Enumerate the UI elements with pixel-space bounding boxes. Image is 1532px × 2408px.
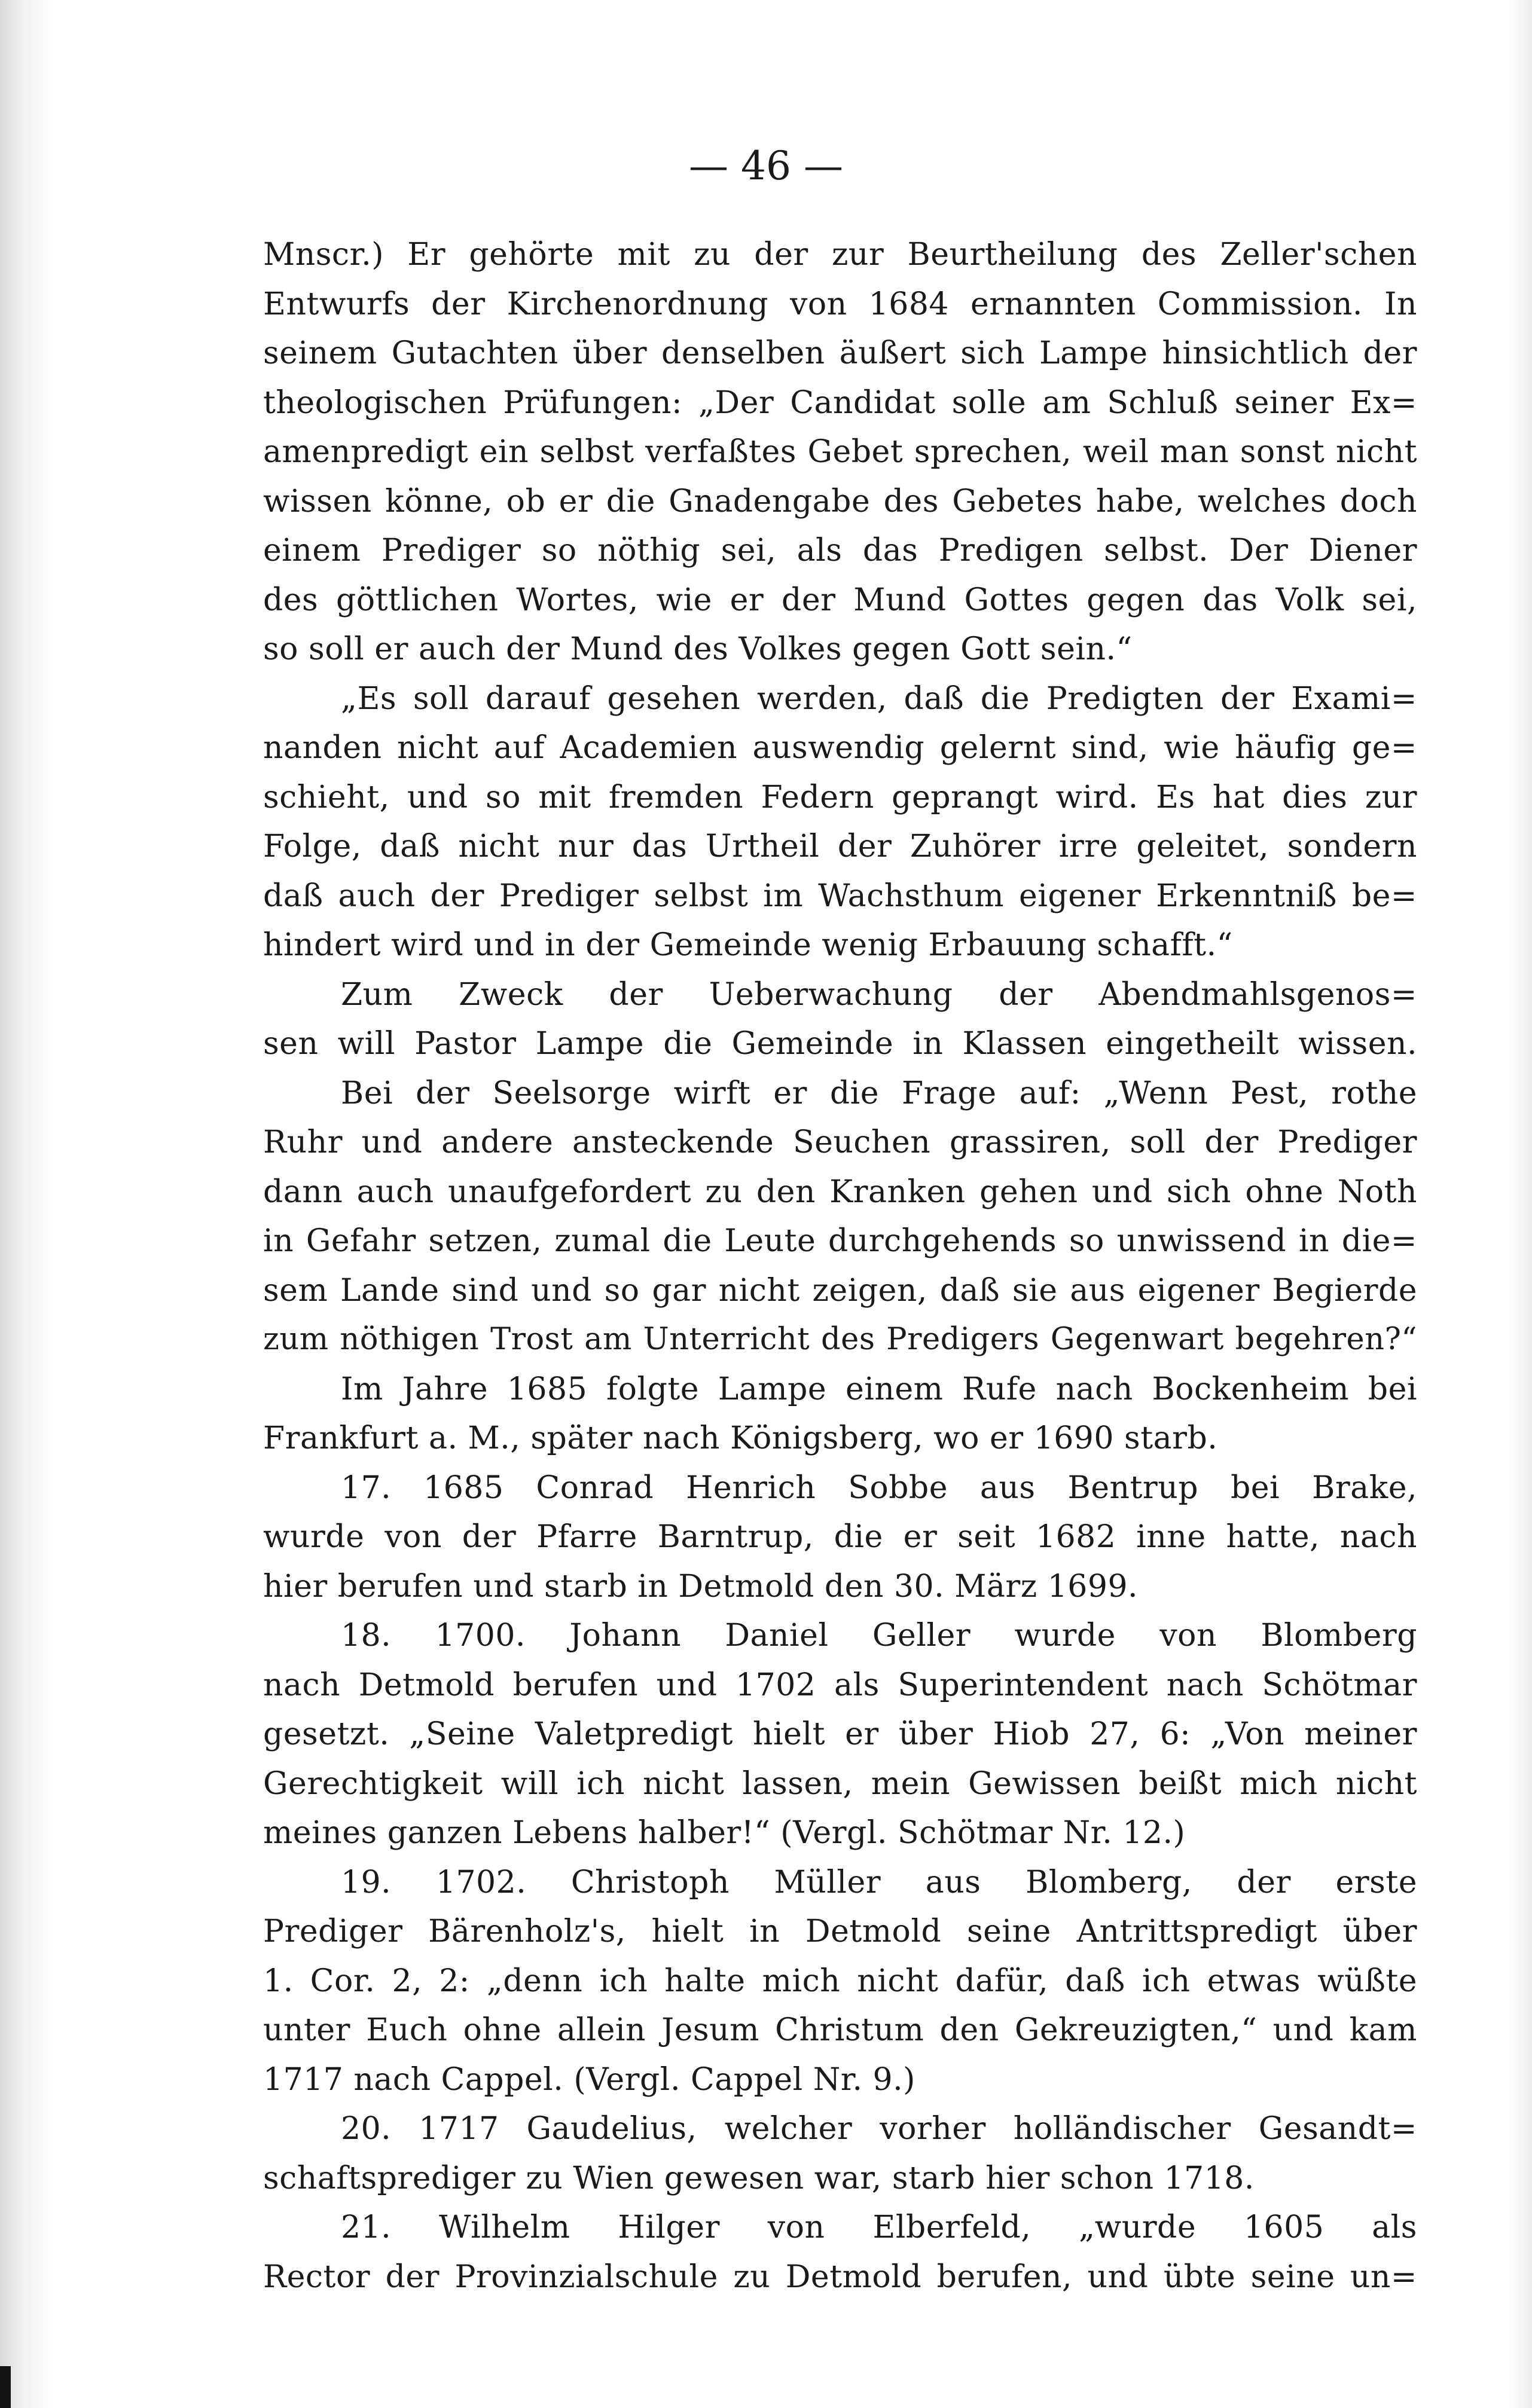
text-line: seinem Gutachten über denselben äußert sich Lampe hinsichtlich der <box>263 335 1417 371</box>
text-line: hindert wird und in der Gemeinde wenig Erbauung schafft.“ <box>263 927 1233 963</box>
text-line: 21. Wilhelm Hilger von Elberfeld, „wurde 1605 als <box>341 2210 1417 2245</box>
text-line: 18. 1700. Johann Daniel Geller wurde von Blomberg <box>341 1618 1417 1654</box>
text-line: Im Jahre 1685 folgte Lampe einem Rufe nach Bockenheim bei <box>341 1371 1417 1407</box>
text-line: theologischen Prüfungen: „Der Candidat solle am Schluß seiner Ex= <box>263 384 1417 421</box>
text-line: „Es soll darauf gesehen werden, daß die Predigten der Exami= <box>341 680 1417 717</box>
text-line: dann auch unaufgefordert zu den Kranken gehen und sich ohne Noth <box>263 1174 1417 1210</box>
text-line: wissen könne, ob er die Gnadengabe des Gebetes habe, welches doch <box>263 483 1417 520</box>
text-line: gesetzt. „Seine Valetpredigt hielt er über Hiob 27, 6: „Von meiner <box>263 1716 1417 1752</box>
text-line: 19. 1702. Christoph Müller aus Blomberg, der erste <box>341 1864 1417 1900</box>
text-line: Ruhr und andere ansteckende Seuchen grassiren, soll der Prediger <box>263 1124 1417 1160</box>
body-text <box>263 230 1417 2302</box>
text-line: Rector der Provinzialschule zu Detmold berufen, und übte seine un= <box>263 2259 1417 2295</box>
text-line: Prediger Bärenholz's, hielt in Detmold seine Antrittspredigt über <box>263 1914 1417 1949</box>
text-line: meines ganzen Lebens halber!“ (Vergl. Schötmar Nr. 12.) <box>263 1815 1186 1851</box>
text-line: Gerechtigkeit will ich nicht lassen, mein Gewissen beißt mich nicht <box>263 1765 1417 1802</box>
text-line: Entwurfs der Kirchenordnung von 1684 ernannten Commission. In <box>263 286 1417 322</box>
text-line: Mnscr.) Er gehörte mit zu der zur Beurtheilung des Zeller'schen <box>263 237 1417 273</box>
text-line: nanden nicht auf Academien auswendig gelernt sind, wie häufig ge= <box>263 730 1417 766</box>
text-line: schieht, und so mit fremden Federn geprangt wird. Es hat dies zur <box>263 779 1417 815</box>
scan-edge-shadow-right <box>1508 0 1532 2408</box>
text-line: des göttlichen Wortes, wie er der Mund Gottes gegen das Volk sei, <box>263 582 1417 618</box>
text-line: schaftsprediger zu Wien gewesen war, starb hier schon 1718. <box>263 2160 1255 2196</box>
text-line: 17. 1685 Conrad Henrich Sobbe aus Bentrup bei Brake, <box>341 1469 1417 1506</box>
text-line: 20. 1717 Gaudelius, welcher vorher holländischer Gesandt= <box>341 2111 1417 2147</box>
text-line: Folge, daß nicht nur das Urtheil der Zuhörer irre geleitet, sondern <box>263 829 1417 864</box>
scan-edge-mark <box>0 2366 11 2408</box>
text-line: einem Prediger so nöthig sei, als das Predigen selbst. Der Diener <box>263 533 1417 569</box>
page-number: — 46 — <box>689 143 843 189</box>
text-line: Bei der Seelsorge wirft er die Frage auf: „Wenn Pest, rothe <box>341 1075 1417 1111</box>
text-line: 1. Cor. 2, 2: „denn ich halte mich nicht dafür, daß ich etwas wüßte <box>263 1963 1417 1999</box>
text-line: nach Detmold berufen und 1702 als Superintendent nach Schötmar <box>263 1667 1417 1703</box>
text-line: amenpredigt ein selbst verfaßtes Gebet sprechen, weil man sonst nicht <box>263 434 1417 470</box>
text-line: unter Euch ohne allein Jesum Christum den Gekreuzigten,“ und kam <box>263 2012 1417 2048</box>
text-line: so soll er auch der Mund des Volkes gegen Gott sein.“ <box>263 631 1133 667</box>
text-line: sem Lande sind und so gar nicht zeigen, daß sie aus eigener Begierde <box>263 1272 1417 1309</box>
text-line: hier berufen und starb in Detmold den 30. März 1699. <box>263 1568 1139 1605</box>
text-line: in Gefahr setzen, zumal die Leute durchgehends so unwissend in die= <box>263 1223 1417 1259</box>
text-line: zum nöthigen Trost am Unterricht des Predigers Gegenwart begehren?“ <box>263 1322 1417 1357</box>
text-line: sen will Pastor Lampe die Gemeinde in Klassen eingetheilt wissen. <box>263 1026 1417 1062</box>
text-line: Frankfurt a. M., später nach Königsberg, wo er 1690 starb. <box>263 1420 1218 1456</box>
text-line: daß auch der Prediger selbst im Wachsthum eigener Erkenntniß be= <box>263 878 1417 914</box>
text-line: Zum Zweck der Ueberwachung der Abendmahlsgenos= <box>341 976 1417 1013</box>
text-line: 1717 nach Cappel. (Vergl. Cappel Nr. 9.) <box>263 2061 915 2098</box>
text-line: wurde von der Pfarre Barntrup, die er seit 1682 inne hatte, nach <box>263 1519 1417 1555</box>
scan-edge-shadow-left <box>0 0 54 2408</box>
